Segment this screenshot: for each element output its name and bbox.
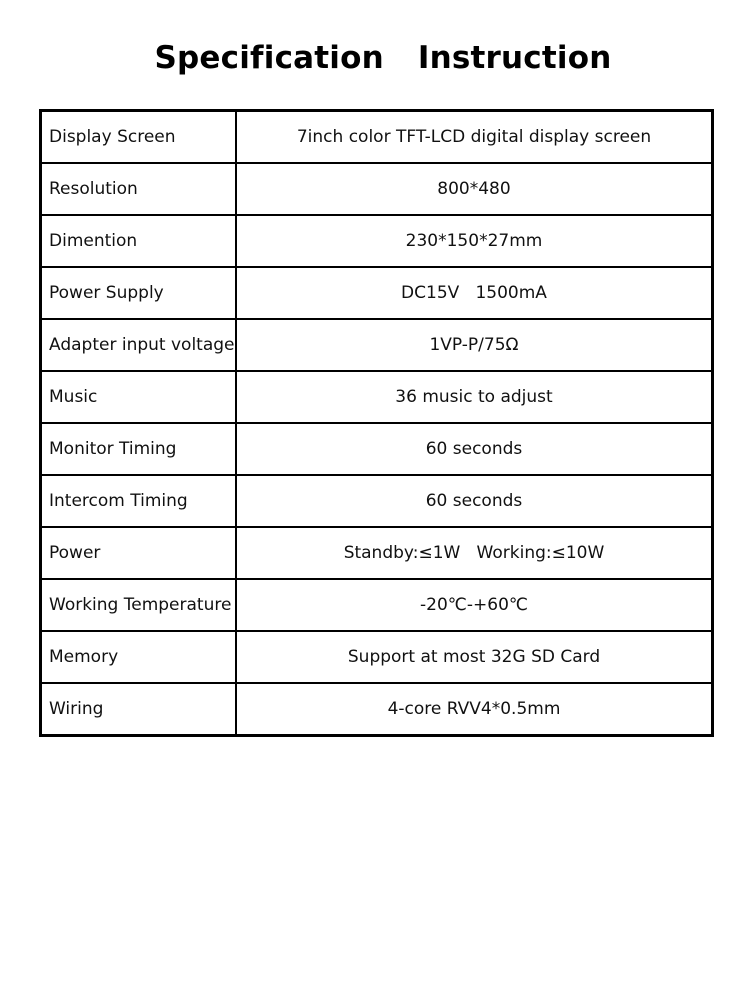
spec-label: Resolution <box>41 163 237 215</box>
spec-value: 36 music to adjust <box>236 371 713 423</box>
spec-label: Music <box>41 371 237 423</box>
table-row-power-supply <box>41 267 713 319</box>
table-row-power <box>41 527 713 579</box>
spec-value: 800*480 <box>236 163 713 215</box>
table-row-music <box>41 371 713 423</box>
table-row-resolution <box>41 163 713 215</box>
spec-value: DC15V 1500mA <box>236 267 713 319</box>
table-row-working-temperature <box>41 579 713 631</box>
spec-value: 60 seconds <box>236 475 713 527</box>
spec-label: Memory <box>41 631 237 683</box>
spec-label: Monitor Timing <box>41 423 237 475</box>
spec-label: Wiring <box>41 683 237 736</box>
spec-value: Support at most 32G SD Card <box>236 631 713 683</box>
spec-value: 4-core RVV4*0.5mm <box>236 683 713 736</box>
table-row-intercom-timing <box>41 475 713 527</box>
spec-value: -20℃-+60℃ <box>236 579 713 631</box>
specification-table <box>39 109 714 737</box>
spec-label: Power Supply <box>41 267 237 319</box>
spec-value: 230*150*27mm <box>236 215 713 267</box>
spec-label: Display Screen <box>41 111 237 164</box>
spec-label: Working Temperature <box>41 579 237 631</box>
spec-value: Standby:≤1W Working:≤10W <box>236 527 713 579</box>
spec-label: Adapter input voltage <box>41 319 237 371</box>
spec-label: Dimention <box>41 215 237 267</box>
spec-value: 1VP-P/75Ω <box>236 319 713 371</box>
spec-label: Intercom Timing <box>41 475 237 527</box>
table-row-monitor-timing <box>41 423 713 475</box>
table-row-memory <box>41 631 713 683</box>
table-row-dimention <box>41 215 713 267</box>
table-row-display-screen <box>41 111 713 164</box>
spec-value: 7inch color TFT-LCD digital display screen <box>236 111 713 164</box>
page-title: Specification Instruction <box>154 40 612 76</box>
table-row-adapter-input-voltage <box>41 319 713 371</box>
spec-value: 60 seconds <box>236 423 713 475</box>
table-row-wiring <box>41 683 713 736</box>
spec-label: Power <box>41 527 237 579</box>
